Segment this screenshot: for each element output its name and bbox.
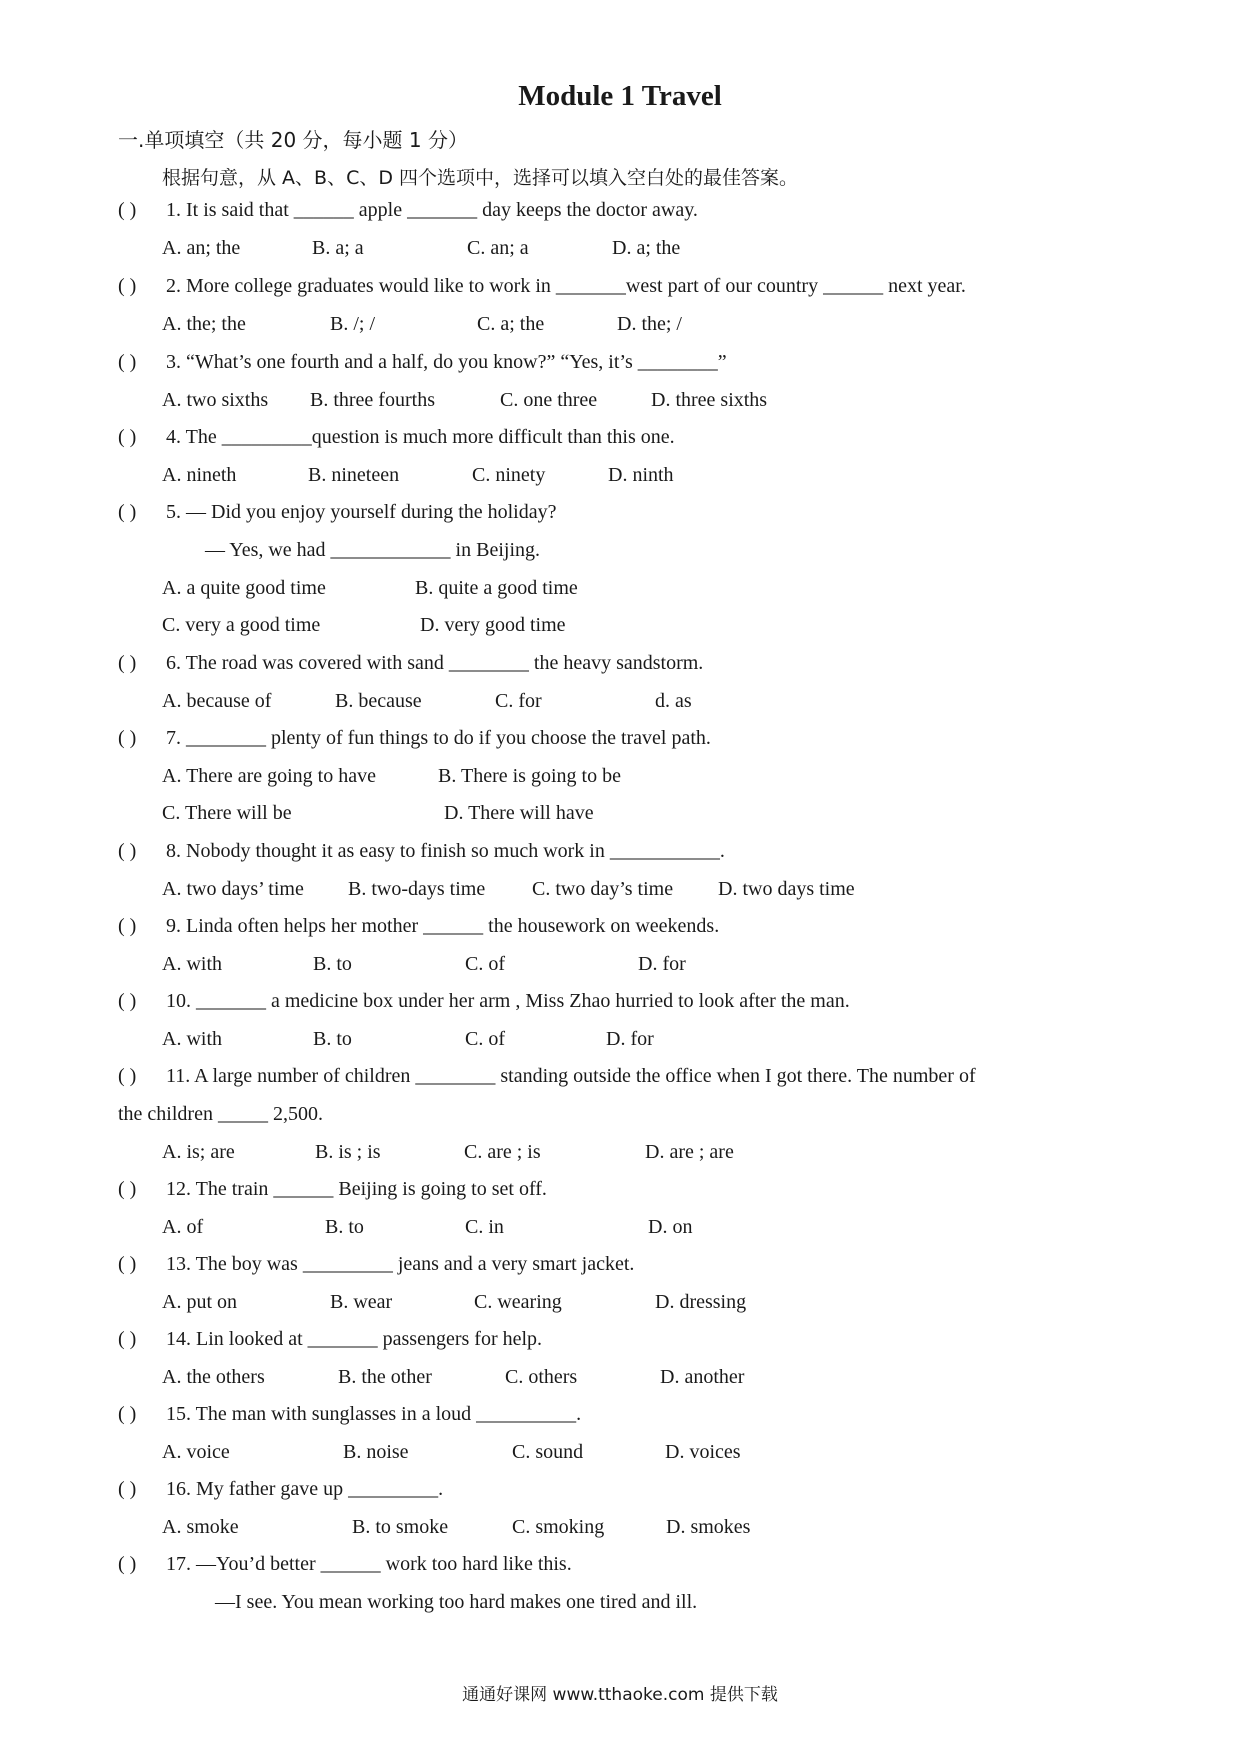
- option-a: A. smoke: [162, 1516, 239, 1538]
- question-text: 7. ________ plenty of fun things to do if you choose the travel path.: [166, 727, 711, 749]
- option-b: B. to: [313, 953, 352, 975]
- answer-blank: ( ): [118, 426, 137, 448]
- option-c: C. of: [465, 1028, 505, 1050]
- option-a: A. put on: [162, 1291, 237, 1313]
- option-d: D. are ; are: [645, 1141, 734, 1163]
- question-10: [118, 990, 850, 1013]
- question-4: [118, 426, 675, 449]
- option-d: D. smokes: [666, 1516, 751, 1538]
- option-b: B. three fourths: [310, 389, 435, 411]
- question-14: [118, 1328, 542, 1351]
- option-c: C. ninety: [472, 464, 546, 486]
- question-text: 13. The boy was _________ jeans and a very smart jacket.: [166, 1253, 635, 1275]
- option-c: C. for: [495, 690, 542, 712]
- option-a: A. voice: [162, 1441, 230, 1463]
- option-c: C. others: [505, 1366, 578, 1388]
- option-b: B. to smoke: [352, 1516, 449, 1538]
- option-b: B. the other: [338, 1366, 432, 1388]
- question-text: 1. It is said that ______ apple _______ day keeps the doctor away.: [166, 199, 698, 221]
- option-a: A. the; the: [162, 313, 246, 335]
- question-continuation: the children _____ 2,500.: [118, 1103, 323, 1125]
- question-text: 2. More college graduates would like to work in _______west part of our country ______ next year.: [166, 275, 966, 297]
- question-text: 9. Linda often helps her mother ______ the housework on weekends.: [166, 915, 720, 937]
- option-a: A. the others: [162, 1366, 265, 1388]
- question-reply: — Yes, we had ____________ in Beijing.: [205, 539, 540, 561]
- option-d: D. on: [648, 1216, 693, 1238]
- question-text: 11. A large number of children ________ standing outside the office when I got there. The number of: [166, 1065, 976, 1087]
- answer-blank: ( ): [118, 652, 137, 674]
- answer-blank: ( ): [118, 1328, 137, 1350]
- option-b: B. There is going to be: [438, 765, 621, 787]
- question-11: [118, 1065, 1128, 1088]
- answer-blank: ( ): [118, 275, 137, 297]
- question-16: [118, 1478, 443, 1501]
- option-d: D. very good time: [420, 614, 566, 636]
- option-c: C. a; the: [477, 313, 545, 335]
- option-d: D. another: [660, 1366, 745, 1388]
- option-d: D. ninth: [608, 464, 674, 486]
- question-15: [118, 1403, 581, 1426]
- answer-blank: ( ): [118, 501, 137, 523]
- question-text: 17. —You’d better ______ work too hard like this.: [166, 1553, 572, 1575]
- option-a: A. with: [162, 1028, 222, 1050]
- option-c: C. in: [465, 1216, 504, 1238]
- answer-blank: ( ): [118, 1253, 137, 1275]
- question-text: 5. — Did you enjoy yourself during the holiday?: [166, 501, 557, 523]
- option-a: A. a quite good time: [162, 577, 326, 599]
- option-c: C. one three: [500, 389, 598, 411]
- page-footer: 通通好课网 www.tthaoke.com 提供下载: [462, 1685, 778, 1705]
- option-a: A. nineth: [162, 464, 237, 486]
- section-heading: 一.单项填空（共 20 分，每小题 1 分）: [118, 128, 468, 152]
- option-d: D. for: [606, 1028, 654, 1050]
- option-c: C. There will be: [162, 802, 292, 824]
- answer-blank: ( ): [118, 915, 137, 937]
- answer-blank: ( ): [118, 1403, 137, 1425]
- option-d: D. voices: [665, 1441, 741, 1463]
- answer-blank: ( ): [118, 1065, 137, 1087]
- question-3: [118, 351, 727, 374]
- option-c: C. are ; is: [464, 1141, 541, 1163]
- answer-blank: ( ): [118, 1553, 137, 1575]
- question-text: 15. The man with sunglasses in a loud __________.: [166, 1403, 582, 1425]
- option-b: B. two-days time: [348, 878, 486, 900]
- question-text: 3. “What’s one fourth and a half, do you know?” “Yes, it’s ________”: [166, 351, 727, 373]
- option-b: B. nineteen: [308, 464, 400, 486]
- option-c: C. smoking: [512, 1516, 605, 1538]
- option-b: B. is ; is: [315, 1141, 381, 1163]
- option-b: B. to: [313, 1028, 352, 1050]
- question-text: 16. My father gave up _________.: [166, 1478, 444, 1500]
- question-2: [118, 275, 966, 298]
- option-d: D. a; the: [612, 237, 681, 259]
- question-reply: —I see. You mean working too hard makes one tired and ill.: [215, 1591, 698, 1613]
- option-c: C. an; a: [467, 237, 529, 259]
- answer-blank: ( ): [118, 727, 137, 749]
- option-d: D. two days time: [718, 878, 855, 900]
- question-text: 10. _______ a medicine box under her arm , Miss Zhao hurried to look after the man.: [166, 990, 850, 1012]
- option-a: A. with: [162, 953, 222, 975]
- option-a: A. There are going to have: [162, 765, 376, 787]
- option-b: B. noise: [343, 1441, 409, 1463]
- question-5: [118, 501, 557, 524]
- answer-blank: ( ): [118, 351, 137, 373]
- answer-blank: ( ): [118, 1178, 137, 1200]
- question-text: 12. The train ______ Beijing is going to set off.: [166, 1178, 547, 1200]
- option-a: A. an; the: [162, 237, 241, 259]
- option-c: C. two day’s time: [532, 878, 674, 900]
- option-b: B. a; a: [312, 237, 364, 259]
- question-8: [118, 840, 725, 863]
- option-b: B. to: [325, 1216, 364, 1238]
- answer-blank: ( ): [118, 840, 137, 862]
- question-6: [118, 652, 703, 675]
- option-b: B. wear: [330, 1291, 393, 1313]
- answer-blank: ( ): [118, 1478, 137, 1500]
- option-c: C. wearing: [474, 1291, 562, 1313]
- option-a: A. of: [162, 1216, 204, 1238]
- question-12: [118, 1178, 547, 1201]
- option-c: C. of: [465, 953, 505, 975]
- question-7: [118, 727, 711, 750]
- question-text: 8. Nobody thought it as easy to finish so much work in ___________.: [166, 840, 725, 862]
- option-a: A. two sixths: [162, 389, 269, 411]
- option-c: C. very a good time: [162, 614, 321, 636]
- question-text: 14. Lin looked at _______ passengers for help.: [166, 1328, 543, 1350]
- question-9: [118, 915, 719, 938]
- question-text: 6. The road was covered with sand ________ the heavy sandstorm.: [166, 652, 704, 674]
- option-d: D. the; /: [617, 313, 682, 335]
- option-b: B. quite a good time: [415, 577, 578, 599]
- question-1: [118, 199, 698, 222]
- option-a: A. is; are: [162, 1141, 235, 1163]
- option-b: B. /; /: [330, 313, 376, 335]
- question-13: [118, 1253, 634, 1276]
- answer-blank: ( ): [118, 990, 137, 1012]
- question-text: 4. The _________question is much more difficult than this one.: [166, 426, 675, 448]
- page-title: Module 1 Travel: [518, 80, 722, 112]
- option-d: D. There will have: [444, 802, 594, 824]
- option-d: d. as: [655, 690, 692, 712]
- answer-blank: ( ): [118, 199, 137, 221]
- option-c: C. sound: [512, 1441, 584, 1463]
- option-a: A. because of: [162, 690, 272, 712]
- option-b: B. because: [335, 690, 422, 712]
- section-instruction: 根据句意，从 A、B、C、D 四个选项中，选择可以填入空白处的最佳答案。: [162, 167, 799, 189]
- question-17: [118, 1553, 572, 1576]
- option-d: D. dressing: [655, 1291, 747, 1313]
- option-a: A. two days’ time: [162, 878, 304, 900]
- option-d: D. for: [638, 953, 686, 975]
- option-d: D. three sixths: [651, 389, 768, 411]
